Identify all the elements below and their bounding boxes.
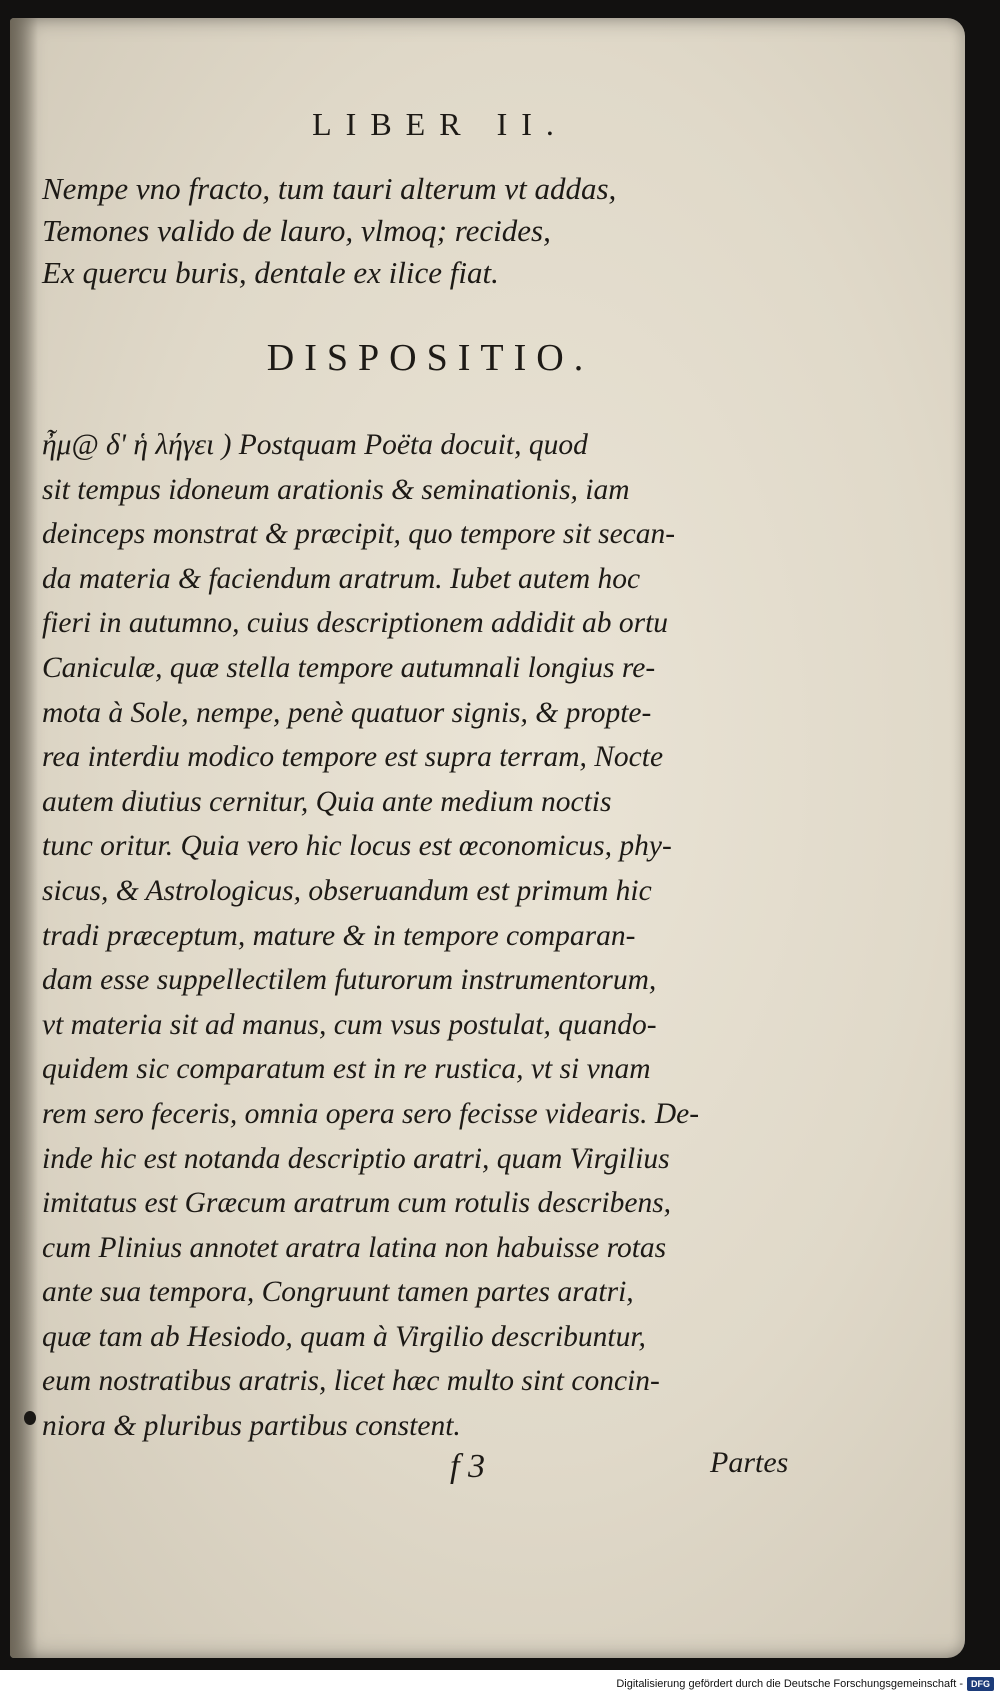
section-heading: DISPOSITIO. <box>266 337 594 379</box>
body-line: Caniculæ, quæ stella tempore autumnali longius re- <box>42 651 656 684</box>
body-line: sicus, & Astrologicus, obseruandum est primum hic <box>42 874 652 907</box>
body-line: cum Plinius annotet aratra latina non habuisse rotas <box>42 1231 667 1264</box>
body-line: rea interdiu modico tempore est supra terram, Nocte <box>42 741 664 774</box>
credit-text: Digitalisierung gefördert durch die Deutsche Forschungsgemeinschaft - <box>616 1677 963 1690</box>
verse-block <box>42 168 822 294</box>
commentary-body <box>42 423 822 1449</box>
body-line: rem sero feceris, omnia opera sero fecisse videaris. De- <box>42 1097 700 1130</box>
verse-line: Ex quercu buris, dentale ex ilice fiat. <box>42 255 499 290</box>
body-line: sit tempus idoneum arationis & seminationis, iam <box>42 473 630 506</box>
body-line: tunc oritur. Quia vero hic locus est œconomicus, phy- <box>42 830 672 863</box>
body-line: ante sua tempora, Congruunt tamen partes aratri, <box>42 1276 634 1309</box>
ink-dot <box>24 1411 36 1425</box>
body-line: quidem sic comparatum est in re rustica, vt si vnam <box>42 1053 651 1086</box>
verse-line: Nempe vno fracto, tum tauri alterum vt addas, <box>42 171 617 206</box>
verse-line: Temones valido de lauro, vlmoq; recides, <box>42 213 551 248</box>
page-text-block <box>30 18 810 1658</box>
body-line: autem diutius cernitur, Quia ante medium noctis <box>42 785 612 818</box>
signature-mark: f 3 <box>450 1448 485 1485</box>
dfg-logo: DFG <box>967 1677 994 1691</box>
body-line: ἦμ@ δ' ἡ λήγει ) Postquam Poëta docuit, quod <box>42 429 588 461</box>
body-line: imitatus est Græcum aratrum cum rotulis describens, <box>42 1187 672 1220</box>
book-page <box>10 18 965 1658</box>
body-line: tradi præceptum, mature & in tempore comparan- <box>42 919 636 952</box>
body-line: vt materia sit ad manus, cum vsus postulat, quando- <box>42 1008 657 1041</box>
body-line: dam esse suppellectilem futurorum instrumentorum, <box>42 964 657 997</box>
body-line: mota à Sole, nempe, penè quatuor signis, & propte- <box>42 696 652 729</box>
running-header: LIBER II. <box>312 106 568 142</box>
catchword: Partes <box>710 1446 789 1479</box>
body-line: inde hic est notanda descriptio aratri, quam Virgilius <box>42 1142 670 1175</box>
body-line: eum nostratibus aratris, licet hæc multo sint concin- <box>42 1365 660 1398</box>
body-line: deinceps monstrat & præcipit, quo tempore sit secan- <box>42 518 676 551</box>
body-line: quæ tam ab Hesiodo, quam à Virgilio describuntur, <box>42 1320 646 1353</box>
body-line: da materia & faciendum aratrum. Iubet autem hoc <box>42 562 641 595</box>
credit-bar <box>0 1670 1000 1697</box>
body-line: fieri in autumno, cuius descriptionem addidit ab ortu <box>42 607 669 640</box>
body-line: niora & pluribus partibus constent. <box>42 1410 461 1443</box>
